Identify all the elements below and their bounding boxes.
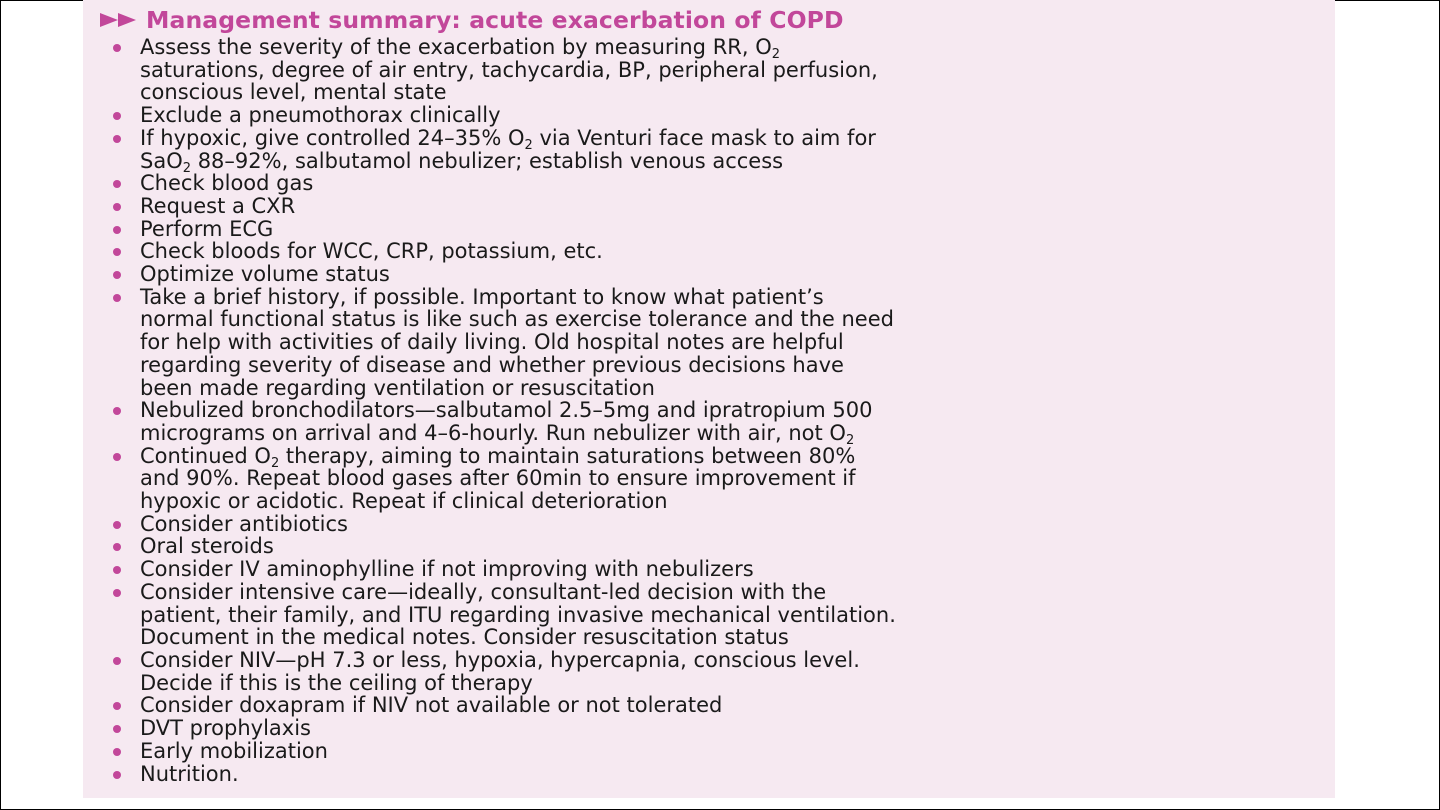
list-item	[110, 240, 1325, 263]
text-segment: via Venturi face mask to aim for	[532, 125, 876, 150]
text-segment: Consider IV aminophylline if not improving with nebulizers	[140, 557, 754, 582]
subscript: 2	[771, 47, 781, 62]
bullet-icon	[113, 521, 121, 529]
list-item	[110, 172, 1325, 195]
list-item	[110, 445, 1325, 513]
text-segment: micrograms on arrival and 4–6-hourly. Run nebulizer with air, not O	[140, 420, 846, 445]
list-item	[110, 36, 1325, 104]
list-item	[110, 763, 1325, 786]
bullet-icon	[113, 226, 121, 234]
item-line	[140, 35, 1325, 62]
text-segment: hypoxic or acidotic. Repeat if clinical deterioration	[140, 489, 668, 514]
item-line	[140, 399, 1325, 422]
list-item	[110, 104, 1325, 127]
item-line	[140, 59, 1325, 82]
item-line	[140, 104, 1325, 127]
item-line	[140, 467, 1325, 490]
text-segment: Optimize volume status	[140, 262, 390, 287]
text-segment: DVT prophylaxis	[140, 716, 311, 741]
item-line	[140, 581, 1325, 604]
item-line	[140, 604, 1325, 627]
list-item	[110, 558, 1325, 581]
list-item	[110, 694, 1325, 717]
item-line	[140, 148, 1325, 176]
bullet-icon	[113, 112, 121, 120]
text-segment: Consider NIV—pH 7.3 or less, hypoxia, hypercapnia, conscious level.	[140, 647, 860, 672]
text-segment: 88–92%, salbutamol nebulizer; establish venous access	[191, 148, 784, 173]
subscript: 2	[845, 432, 855, 448]
text-segment: Consider doxapram if NIV not available or not tolerated	[140, 693, 723, 718]
list-item	[110, 535, 1325, 558]
bullet-icon	[113, 566, 121, 574]
item-line	[140, 717, 1325, 740]
text-segment: Oral steroids	[140, 534, 274, 559]
summary-heading	[100, 6, 844, 34]
text-segment: Exclude a pneumothorax clinically	[140, 103, 501, 128]
text-segment: regarding severity of disease and whether previous decisions have	[140, 352, 844, 377]
item-line	[140, 535, 1325, 558]
list-item	[110, 286, 1325, 400]
text-segment: If hypoxic, give controlled 24–35% O	[140, 125, 525, 150]
text-segment: Consider antibiotics	[140, 511, 348, 536]
bullet-icon	[113, 271, 121, 279]
list-item	[110, 649, 1325, 694]
item-line	[140, 763, 1325, 786]
list-item	[110, 398, 1325, 448]
text-segment: Decide if this is the ceiling of therapy	[140, 670, 533, 695]
text-segment: patient, their family, and ITU regarding invasive mechanical ventilation.	[140, 602, 896, 627]
text-segment: Request a CXR	[140, 193, 296, 218]
page-title: Management summary: acute exacerbation of COPD	[146, 6, 844, 34]
bullet-icon	[113, 248, 121, 256]
item-line	[140, 172, 1325, 195]
item-line	[140, 195, 1325, 218]
text-segment: Nutrition.	[140, 761, 239, 786]
item-line	[140, 125, 1325, 153]
double-arrow-icon	[100, 13, 136, 27]
text-segment: Check bloods for WCC, CRP, potassium, etc.	[140, 239, 603, 264]
bullet-icon	[113, 407, 121, 415]
text-segment: Consider intensive care—ideally, consultant-led decision with the	[140, 579, 827, 604]
text-segment: Document in the medical notes. Consider resuscitation status	[140, 625, 789, 650]
text-segment: normal functional status is like such as exercise tolerance and the need	[140, 307, 894, 332]
bullet-icon	[113, 702, 121, 710]
list-item	[110, 740, 1325, 763]
item-line	[140, 420, 1325, 448]
subscript: 2	[182, 160, 192, 176]
bullet-icon	[113, 748, 121, 756]
text-segment: conscious level, mental state	[140, 80, 447, 105]
management-list	[110, 36, 1325, 785]
item-line	[140, 558, 1325, 581]
item-line	[140, 513, 1325, 536]
bullet-icon	[113, 771, 121, 779]
item-line	[140, 81, 1325, 104]
item-line	[140, 490, 1325, 513]
subscript: 2	[524, 137, 533, 153]
item-line	[140, 694, 1325, 717]
list-item	[110, 581, 1325, 649]
text-segment: Perform ECG	[140, 216, 274, 241]
subscript: 2	[270, 455, 280, 471]
text-segment: Nebulized bronchodilators—salbutamol 2.5–5mg and ipratropium 500	[140, 398, 873, 423]
item-line	[140, 263, 1325, 286]
item-line	[140, 308, 1325, 331]
bullet-icon	[113, 135, 121, 143]
text-segment: Check blood gas	[140, 171, 314, 196]
bullet-icon	[113, 453, 121, 461]
text-segment: been made regarding ventilation or resuscitation	[140, 375, 655, 400]
text-segment: saturations, degree of air entry, tachycardia, BP, peripheral perfusion,	[140, 57, 878, 82]
bullet-icon	[113, 589, 121, 597]
bullet-icon	[113, 180, 121, 188]
bullet-icon	[113, 294, 121, 302]
item-line	[140, 218, 1325, 241]
bullet-icon	[113, 44, 121, 52]
list-item	[110, 125, 1325, 176]
text-segment: and 90%. Repeat blood gases after 60min to ensure improvement if	[140, 466, 856, 491]
text-segment: Early mobilization	[140, 738, 328, 763]
text-segment: Assess the severity of the exacerbation by measuring RR, O	[140, 35, 772, 59]
item-line	[140, 240, 1325, 263]
item-line	[140, 331, 1325, 354]
text-segment: Continued O	[140, 443, 271, 468]
list-item	[110, 263, 1325, 286]
list-item	[110, 513, 1325, 536]
item-line	[140, 443, 1325, 471]
item-line	[140, 354, 1325, 377]
item-line	[140, 672, 1325, 695]
item-line	[140, 626, 1325, 649]
text-segment: Take a brief history, if possible. Important to know what patient’s	[140, 284, 824, 309]
text-segment: therapy, aiming to maintain saturations between 80%	[279, 443, 856, 468]
bullet-icon	[113, 543, 121, 551]
list-item	[110, 717, 1325, 740]
item-line	[140, 740, 1325, 763]
bullet-icon	[113, 725, 121, 733]
text-segment: SaO	[140, 148, 183, 173]
item-line	[140, 649, 1325, 672]
bullet-icon	[113, 203, 121, 211]
text-segment: for help with activities of daily living. Old hospital notes are helpful	[140, 330, 844, 355]
item-line	[140, 377, 1325, 400]
list-item	[110, 218, 1325, 241]
list-item	[110, 195, 1325, 218]
item-line	[140, 286, 1325, 309]
bullet-icon	[113, 657, 121, 665]
